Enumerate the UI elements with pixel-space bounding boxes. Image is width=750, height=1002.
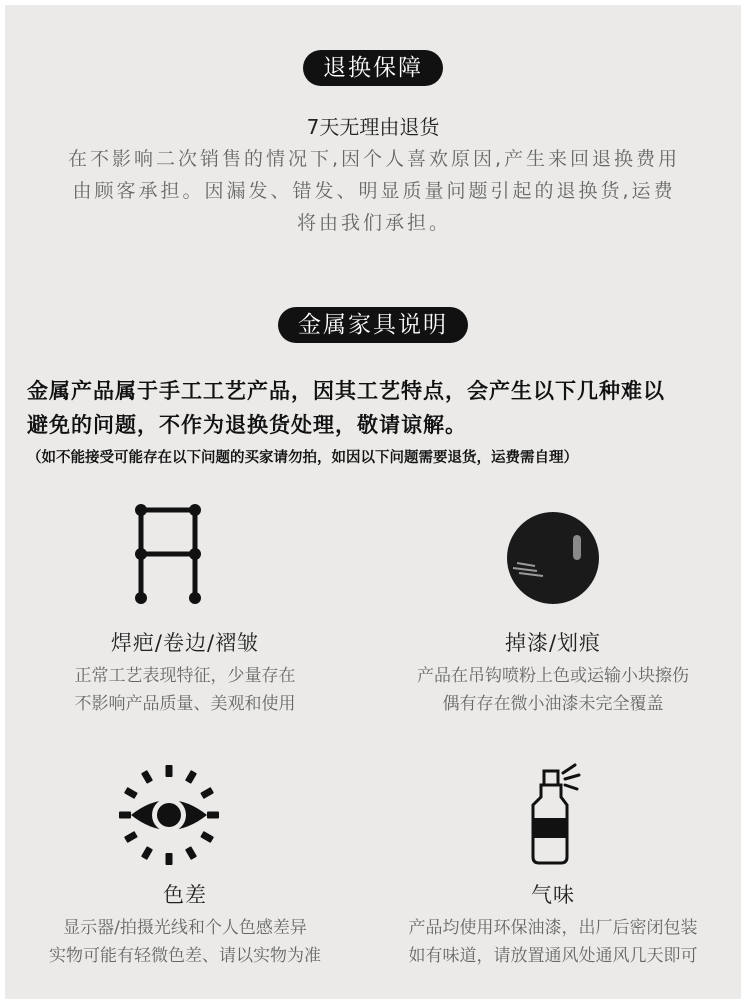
return-policy-line: 在不影响二次销售的情况下,因个人喜欢原因,产生来回退换费用 [67, 148, 681, 170]
welded-frame-icon [129, 502, 209, 610]
item-desc-line: 偶有存在微小油漆未完全覆盖 [442, 694, 664, 714]
item-desc-line: 显示器/拍摄光线和个人色感差异 [63, 918, 307, 938]
metal-notes-disclaimer: （如不能接受可能存在以下问题的买家请勿拍，如因以下问题需要退货，运费需自理） [27, 450, 578, 466]
item-desc-line: 产品均使用环保油漆，出厂后密闭包装 [408, 918, 698, 938]
return-policy-line: 由顾客承担。因漏发、错发、明显质量问题引起的退换货,运费 [72, 180, 676, 202]
metal-notes-title-badge: 金属家具说明 [278, 307, 468, 343]
return-policy-text [19, 143, 729, 239]
item-title: 焊疤/卷边/褶皱 [110, 631, 260, 655]
scratch-ball-icon [505, 510, 601, 610]
item-title: 掉漆/划痕 [504, 631, 602, 655]
metal-notes-intro-line: 金属产品属于手工工艺产品，因其工艺特点，会产生以下几种难以 [27, 379, 665, 403]
eye-icon [117, 763, 221, 871]
item-title: 气味 [531, 883, 575, 907]
metal-notes-intro-line: 避免的问题，不作为退换货处理，敬请谅解。 [27, 413, 467, 437]
item-description [373, 662, 733, 718]
item-title: 色差 [163, 883, 207, 907]
return-policy-line: 将由我们承担。 [296, 212, 451, 234]
item-desc-line: 产品在吊钩喷粉上色或运输小块擦伤 [417, 666, 689, 686]
return-policy-title-badge: 退换保障 [303, 50, 443, 86]
metal-notes-intro [27, 374, 727, 442]
item-desc-line: 不影响产品质量、美观和使用 [74, 694, 296, 714]
item-description [5, 914, 365, 970]
item-desc-line: 如有味道，请放置通风处通风几天即可 [408, 946, 698, 966]
spray-bottle-icon [525, 763, 585, 871]
return-policy-subtitle: 7天无理由退货 [306, 115, 440, 139]
item-description [373, 914, 733, 970]
item-description [5, 662, 365, 718]
content-panel [5, 5, 741, 999]
item-desc-line: 实物可能有轻微色差、请以实物为准 [49, 946, 321, 966]
item-desc-line: 正常工艺表现特征，少量存在 [74, 666, 296, 686]
